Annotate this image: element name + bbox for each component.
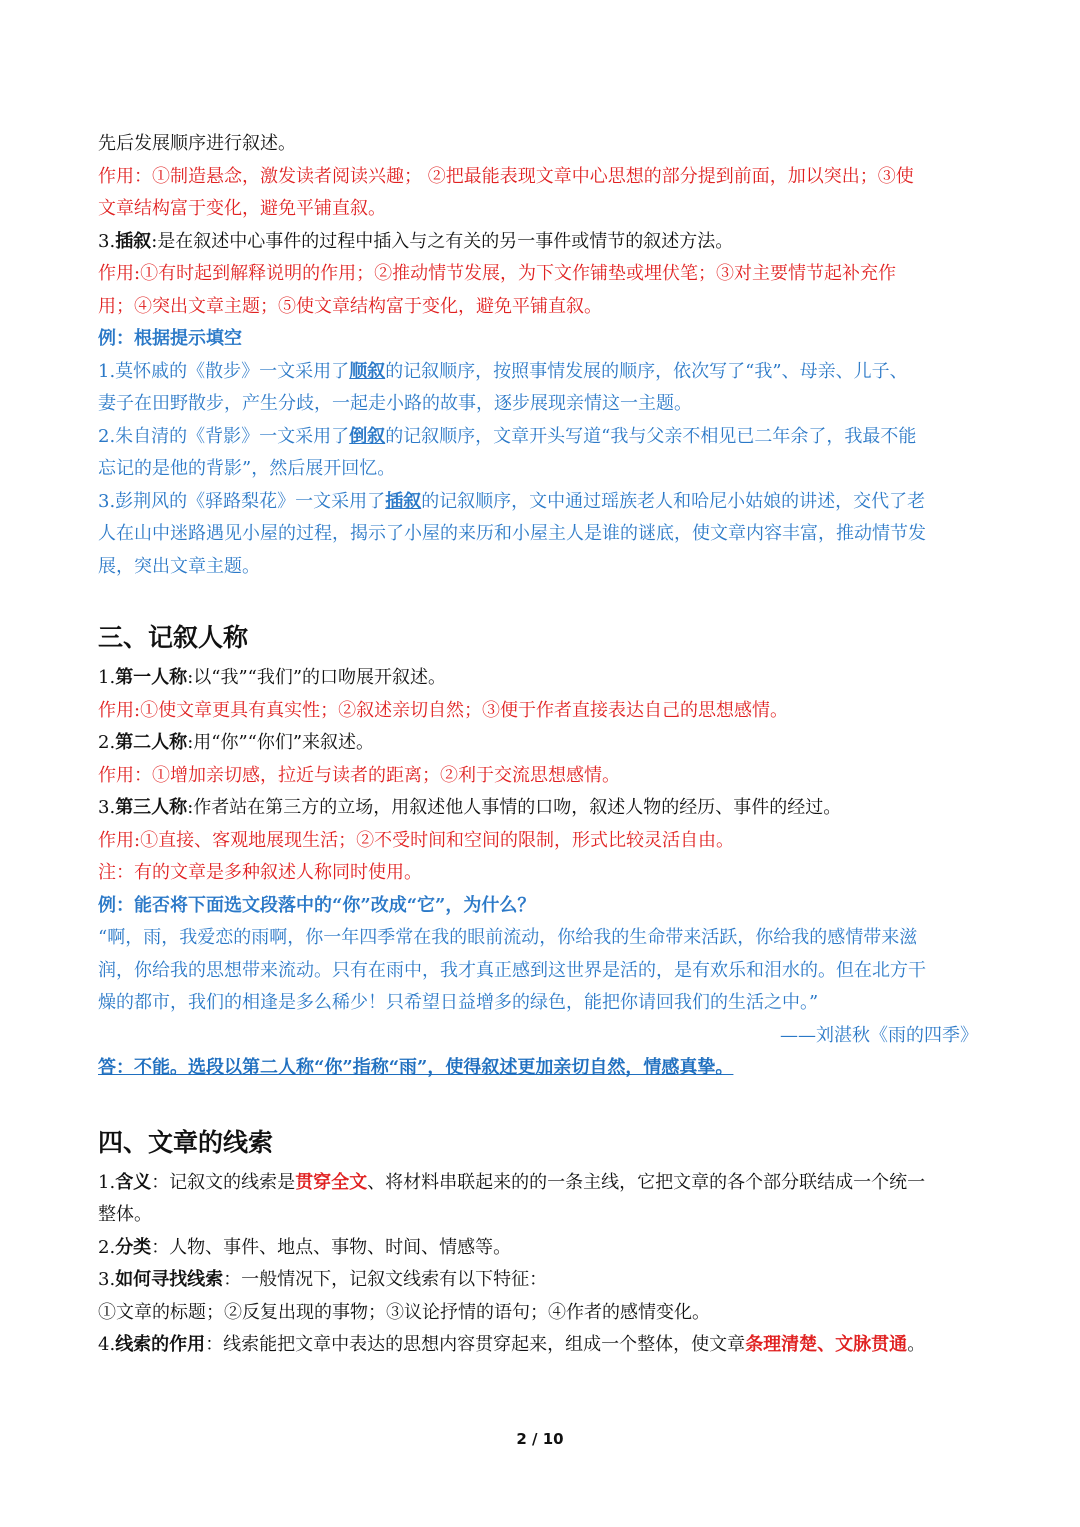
example-item: 2.朱自清的《背影》一文采用了倒叙的记叙顺序，文章开头写道“我与父亲不相见已二年余了，我最不能	[98, 425, 917, 447]
section-heading: 三、记叙人称	[98, 623, 249, 652]
section-heading: 四、文章的线索	[98, 1127, 274, 1157]
function-text: 作用:①使文章更具有真实性；②叙述亲切自然；③便于作者直接表达自己的思想感情。	[98, 699, 789, 721]
definition-insert-narration: 3.插叙:是在叙述中心事件的过程中插入与之有关的另一事件或情节的叙述方法。	[98, 230, 734, 252]
quote-line: 润，你给我的思想带来流动。只有在雨中，我才真正感到这世界是活的，是有欢乐和泪水的。但在北方干	[98, 959, 926, 981]
example-item: 展，突出文章主题。	[98, 555, 260, 577]
note-text: 注：有的文章是多种叙述人称同时使用。	[98, 862, 422, 883]
example-item: 人在山中迷路遇见小屋的过程，揭示了小屋的来历和小屋主人是谁的谜底，使文章内容丰富，推动情节发	[98, 523, 926, 544]
definition-category: 2.分类：人物、事件、地点、事物、时间、情感等。	[98, 1236, 512, 1258]
answer-text: 答：不能。选段以第二人称“你”指称“雨”，使得叙述更加亲切自然，情感真挚。	[98, 1057, 734, 1078]
definition-second-person: 2.第二人称:用“你”“你们”来叙述。	[98, 732, 375, 753]
function-text: 用；④突出文章主题；⑤使文章结构富于变化，避免平铺直叙。	[98, 295, 602, 317]
definition-meaning: 1.含义：记叙文的线索是贯穿全文、将材料串联起来的的一条主线，它把文章的各个部分联结成一个统一	[98, 1171, 926, 1193]
example-item: 妻子在田野散步，产生分歧，一起走小路的故事，逐步展现亲情这一主题。	[98, 393, 692, 414]
example-item: 3.彭荆风的《驿路梨花》一文采用了插叙的记叙顺序，文中通过瑶族老人和哈尼小姑娘的讲述，交代了老	[98, 490, 926, 512]
example-item: 1.莫怀戚的《散步》一文采用了顺叙的记叙顺序，按照事情发展的顺序，依次写了“我”、母亲、儿子、	[98, 360, 908, 382]
answer-blank: 插叙	[385, 490, 422, 512]
definition-finding: 3.如何寻找线索：一般情况下，记叙文线索有以下特征：	[98, 1269, 548, 1290]
document-page	[98, 128, 978, 1362]
function-text: 文章结构富于变化，避免平铺直叙。	[98, 198, 386, 219]
text-line: 整体。	[98, 1204, 152, 1225]
answer-blank: 顺叙	[349, 360, 386, 382]
function-text: 作用：①增加亲切感，拉近与读者的距离；②利于交流思想感情。	[98, 764, 620, 786]
function-text: 作用:①有时起到解释说明的作用；②推动情节发展，为下文作铺垫或埋伏笔；③对主要情节起补充作	[98, 263, 897, 284]
example-title: 例：根据提示填空	[98, 328, 242, 349]
quote-line: “啊，雨，我爱恋的雨啊，你一年四季常在我的眼前流动，你给我的生命带来活跃，你给我的感情带来滋	[98, 927, 918, 948]
key-phrase: 条理清楚、文脉贯通	[745, 1334, 908, 1355]
key-phrase: 贯穿全文	[295, 1171, 368, 1193]
function-text: 作用：①制造悬念，激发读者阅读兴趣； ②把最能表现文章中心思想的部分提到前面，加以突出；③使	[98, 165, 914, 187]
text-line: ①文章的标题；②反复出现的事物；③议论抒情的语句；④作者的感情变化。	[98, 1301, 710, 1323]
example-title: 例：能否将下面选文段落中的“你”改成“它”，为什么？	[98, 894, 536, 916]
quote-line: 燥的都市，我们的相逢是多么稀少！只希望日益增多的绿色，能把你请回我们的生活之中。”	[98, 992, 819, 1013]
answer-blank: 倒叙	[349, 425, 386, 447]
quote-source: ——刘湛秋《雨的四季》	[780, 1024, 978, 1046]
example-item: 忘记的是他的背影”，然后展开回忆。	[98, 458, 396, 479]
text-line: 先后发展顺序进行叙述。	[98, 133, 296, 154]
function-text: 作用:①直接、客观地展现生活；②不受时间和空间的限制，形式比较灵活自由。	[98, 829, 735, 851]
definition-first-person: 1.第一人称:以“我”“我们”的口吻展开叙述。	[98, 667, 447, 688]
definition-third-person: 3.第三人称:作者站在第三方的立场，用叙述他人事情的口吻，叙述人物的经历、事件的经过。	[98, 797, 842, 818]
definition-function: 4.线索的作用：线索能把文章中表达的思想内容贯穿起来，组成一个整体，使文章条理清楚、文脉贯通。	[98, 1334, 926, 1355]
page-number: 2 / 10	[516, 1430, 564, 1448]
